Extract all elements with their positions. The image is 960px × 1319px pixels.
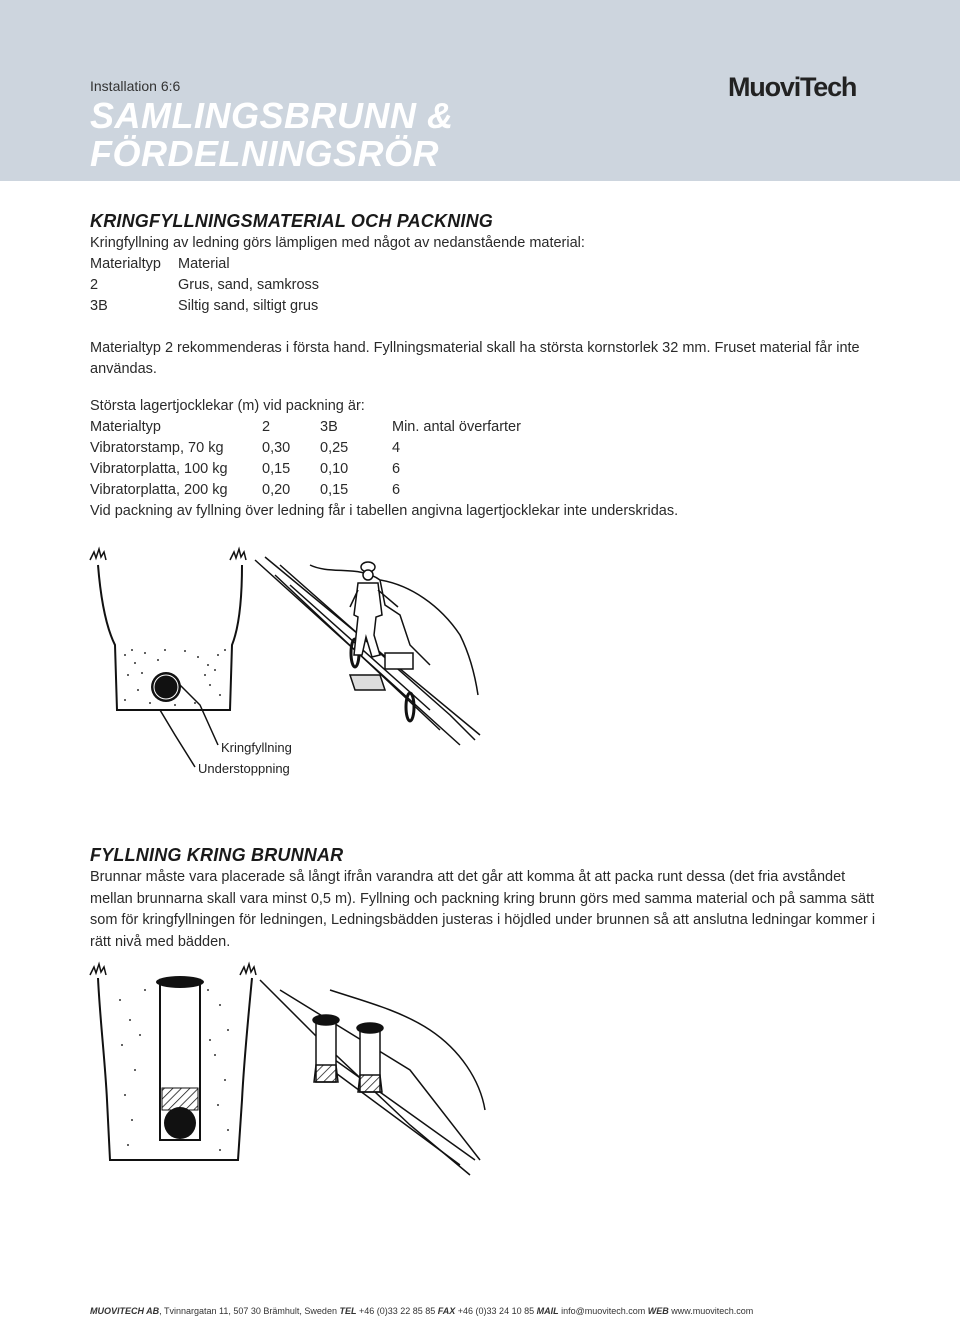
table-cell: 0,25 bbox=[320, 440, 349, 456]
table-header-cell: 3B bbox=[320, 419, 338, 435]
table-cell: 0,30 bbox=[262, 440, 291, 456]
footer-mail-label: MAIL bbox=[536, 1306, 559, 1316]
layer-intro: Största lagertjocklekar (m) vid packning är: bbox=[90, 398, 365, 414]
table-cell: 2 bbox=[90, 277, 99, 293]
footer-fax: +46 (0)33 24 10 85 bbox=[455, 1306, 537, 1316]
manhole-text: Brunnar måste vara placerade så långt ifrån varandra att det går att komma åt att packa runt dessa (det fria avståndet mellan brunnarna skall vara minst 0,5 m). Fyllning och packning kring brunn görs med samma material och på samma sätt som för kringfyllningen för ledningen, Ledningsbädden justeras i höjdled under brunnen så att anslutna ledningar kommer i rätt nivå med bädden. bbox=[90, 869, 876, 950]
table-cell: 6 bbox=[392, 482, 401, 498]
footer-address: , Tvinnargatan 11, 507 30 Brämhult, Sweden bbox=[159, 1306, 340, 1316]
section-heading-manholes: FYLLNING KRING BRUNNAR bbox=[90, 845, 344, 865]
trench-backfill-illustration bbox=[80, 545, 500, 785]
table-row bbox=[90, 480, 880, 501]
title-line-2: FÖRDELNINGSRÖR bbox=[90, 133, 439, 174]
label-understoppning: Understoppning bbox=[198, 761, 290, 776]
table-cell: 0,10 bbox=[320, 461, 349, 477]
table-row bbox=[90, 275, 880, 296]
table-row bbox=[90, 438, 880, 459]
table-cell: 4 bbox=[392, 440, 401, 456]
table-header-row bbox=[90, 417, 880, 438]
section-backfill-material bbox=[90, 211, 880, 522]
layer-table bbox=[90, 417, 880, 501]
title-line-1: SAMLINGSBRUNN & bbox=[90, 95, 454, 136]
table-header-cell: Material bbox=[178, 256, 230, 272]
footer-mail[interactable]: info@muovitech.com bbox=[558, 1306, 648, 1316]
footer-web[interactable]: www.muovitech.com bbox=[668, 1306, 754, 1316]
table-cell: Siltig sand, siltigt grus bbox=[178, 298, 319, 314]
table-cell: 6 bbox=[392, 461, 401, 477]
packing-note: Vid packning av fyllning över ledning får i tabellen angivna lagertjocklekar inte underskridas. bbox=[90, 503, 679, 519]
footer-web-label: WEB bbox=[647, 1306, 669, 1316]
section-heading-backfill: KRINGFYLLNINGSMATERIAL OCH PACKNING bbox=[90, 211, 493, 231]
footer-tel: +46 (0)33 22 85 85 bbox=[356, 1306, 438, 1316]
backfill-intro: Kringfyllning av ledning görs lämpligen med något av nedanstående material: bbox=[90, 235, 585, 251]
footer bbox=[90, 1306, 753, 1316]
footer-tel-label: TEL bbox=[339, 1306, 357, 1316]
table-cell: 0,20 bbox=[262, 482, 291, 498]
table-cell: Vibratorplatta, 100 kg bbox=[90, 461, 228, 477]
manhole-backfill-illustration bbox=[80, 960, 500, 1190]
company-logo: MuoviTech bbox=[728, 72, 857, 102]
page-title bbox=[90, 97, 454, 173]
footer-fax-label: FAX bbox=[437, 1306, 456, 1316]
table-cell: Grus, sand, samkross bbox=[178, 277, 320, 293]
footer-company: MUOVITECH AB bbox=[90, 1306, 160, 1316]
table-row bbox=[90, 459, 880, 480]
table-header-row bbox=[90, 254, 880, 275]
table-header-cell: Min. antal överfarter bbox=[392, 419, 521, 435]
table-cell: Vibratorplatta, 200 kg bbox=[90, 482, 228, 498]
table-cell: 0,15 bbox=[262, 461, 291, 477]
label-kringfyllning: Kringfyllning bbox=[221, 740, 292, 755]
material-table bbox=[90, 254, 880, 317]
table-header-cell: 2 bbox=[262, 419, 271, 435]
table-cell: Vibratorstamp, 70 kg bbox=[90, 440, 224, 456]
table-row bbox=[90, 296, 880, 317]
header-band bbox=[0, 0, 960, 181]
table-header-cell: Materialtyp bbox=[90, 256, 161, 272]
table-header-cell: Materialtyp bbox=[90, 419, 161, 435]
document-label: Installation 6:6 bbox=[90, 78, 181, 94]
table-cell: 3B bbox=[90, 298, 108, 314]
table-cell: 0,15 bbox=[320, 482, 349, 498]
section-manhole-fill bbox=[90, 845, 880, 953]
recommendation-text: Materialtyp 2 rekommenderas i första hand. Fyllningsmaterial skall ha största kornstorlek 32 mm. Fruset material får inte användas. bbox=[90, 340, 860, 377]
